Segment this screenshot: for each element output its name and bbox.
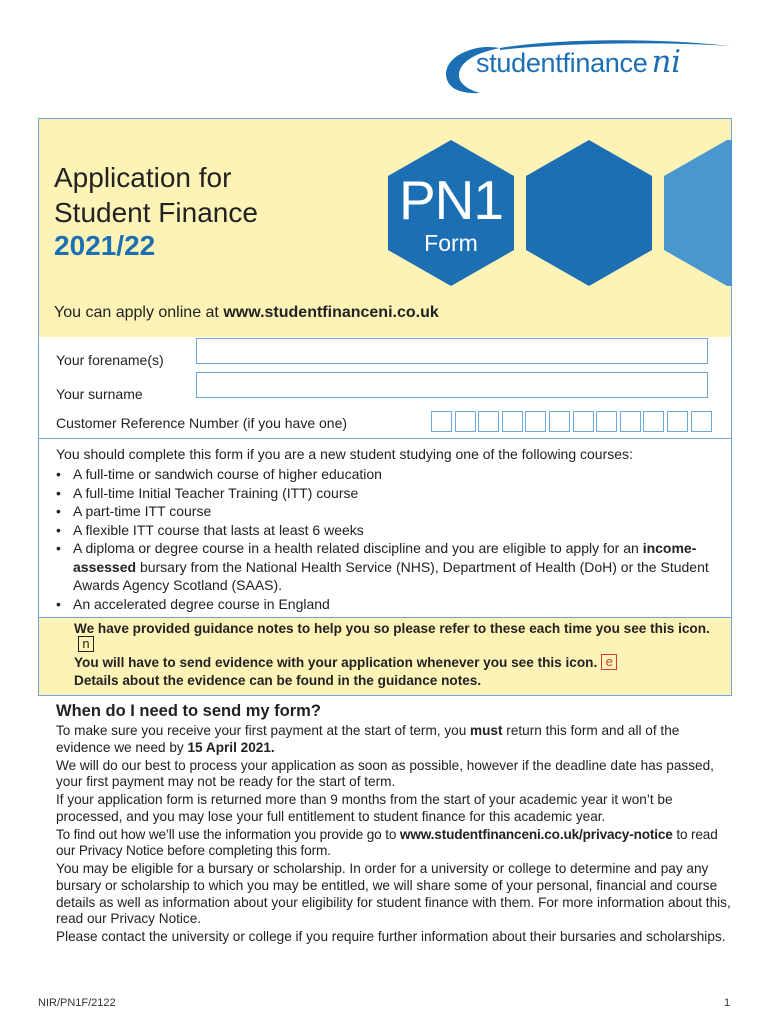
list-item: • An accelerated degree course in England [56, 595, 716, 614]
text: to read our Privacy Notice before completing this form. [56, 826, 718, 859]
crn-cell[interactable] [525, 411, 546, 432]
text: return this form and all of the evidence we need by [56, 723, 680, 755]
eligibility-intro: You should complete this form if you are a new student studying one of the following courses: [56, 446, 633, 462]
crn-cell[interactable] [502, 411, 523, 432]
text: To find out how we’ll use the information you provide go to [56, 826, 400, 842]
item-text: A diploma or degree course in a health related discipline and you are eligible to apply for an [73, 540, 643, 556]
form-code: PN1 [399, 169, 503, 231]
paragraph [56, 827, 732, 860]
forename-field[interactable] [196, 338, 708, 364]
paragraph: If your application form is returned more than 9 months from the start of your academic year it won’t be processed, and you may lose your full entitlement to student finance for this academic year. [56, 792, 673, 824]
page-title [54, 160, 258, 230]
crn-cell[interactable] [643, 411, 664, 432]
divider [39, 438, 731, 439]
crn-field [431, 411, 714, 432]
title-line-2: Student Finance [54, 197, 258, 228]
crn-cell[interactable] [620, 411, 641, 432]
guidance-line-2: You will have to send evidence with your application whenever you see this icon. [74, 655, 598, 671]
crn-cell[interactable] [596, 411, 617, 432]
paragraph: We will do our best to process your application as soon as possible, however if the deadline date has passed, your first payment may not be ready for the start of term. [56, 757, 714, 790]
title-line-1: Application for [54, 162, 232, 193]
crn-cell[interactable] [431, 411, 452, 432]
item-text: bursary from the National Health Service (NHS), Department of Health (DoH) or the Student Awards Agency Scotland (SAAS). [73, 558, 709, 593]
logo-wordmark: studentfinance [476, 48, 648, 78]
surname-field[interactable] [196, 372, 708, 398]
right-hexagon [664, 140, 732, 286]
deadline-date: 15 April 2021. [187, 739, 275, 755]
list-item [56, 539, 716, 595]
text: To make sure you receive your first payment at the start of term, you [56, 723, 471, 738]
guidance-text [74, 620, 724, 689]
item-bold-text: income-assessed [73, 540, 697, 575]
divider [39, 617, 731, 618]
logo-text [476, 44, 681, 80]
guidance-line-1: We have provided guidance notes to help you so please refer to these each time you see this icon. [74, 621, 710, 636]
crn-cell[interactable] [478, 411, 499, 432]
privacy-notice-link[interactable]: www.studentfinanceni.co.uk/privacy-notice [399, 826, 673, 842]
surname-label: Your surname [56, 386, 143, 402]
eligibility-list [56, 465, 716, 613]
crn-cell[interactable] [573, 411, 594, 432]
logo-ni: ni [651, 44, 681, 80]
middle-hexagon [526, 140, 652, 286]
apply-prefix: You can apply online at [54, 304, 224, 321]
list-item: • A flexible ITT course that lasts at least 6 weeks [56, 521, 716, 540]
crn-cell[interactable] [455, 411, 476, 432]
crn-cell[interactable] [667, 411, 688, 432]
apply-online-text [54, 304, 439, 322]
crn-cell[interactable] [549, 411, 570, 432]
crn-label: Customer Reference Number (if you have one) [56, 415, 348, 431]
paragraph: You may be eligible for a bursary or scholarship. In order for a university or college to determine and pay any bursary or scholarship to which you may be entitled, we will share some of your personal, financial and course details as well as information about your eligibility for student finance with them. For more information about this, read our Privacy Notice. [56, 861, 731, 927]
forename-label: Your forename(s) [56, 352, 164, 368]
paragraph [56, 723, 732, 756]
bold-text: must [470, 723, 503, 738]
academic-year: 2021/22 [54, 230, 156, 261]
apply-url-link[interactable]: www.studentfinanceni.co.uk [223, 304, 439, 321]
page-number: 1 [724, 997, 731, 1009]
crn-cell[interactable] [691, 411, 712, 432]
form-reference-code: NIR/PN1F/2122 [38, 997, 116, 1009]
paragraph: Please contact the university or college if you require further information about their bursaries and scholarships. [56, 929, 726, 945]
guidance-line-3: Details about the evidence can be found in the guidance notes. [74, 672, 482, 688]
form-label: Form [424, 230, 478, 256]
when-body [56, 723, 732, 947]
section-heading: When do I need to send my form? [56, 702, 321, 720]
guidance-notes-icon: n [78, 636, 94, 652]
list-item: • A full-time or sandwich course of higher education [56, 465, 716, 484]
evidence-icon: e [601, 654, 617, 670]
list-item: • A full-time Initial Teacher Training (ITT) course [56, 484, 716, 503]
list-item: • A part-time ITT course [56, 502, 716, 521]
